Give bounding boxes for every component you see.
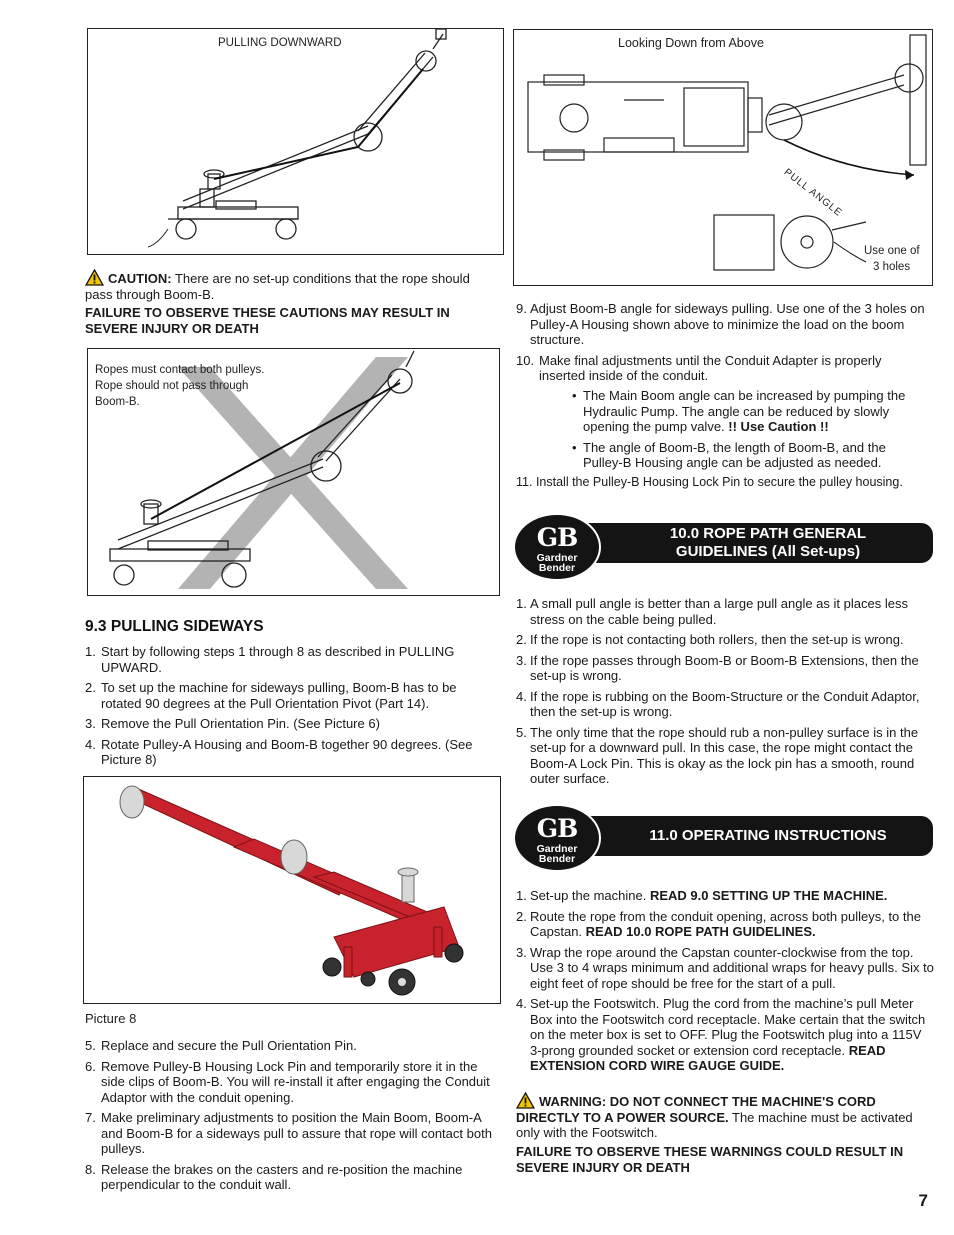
list-item: 1. Set-up the machine. READ 9.0 SETTING UP THE MACHINE. xyxy=(516,888,888,903)
pulling-downward-drawing xyxy=(88,29,504,255)
list-item: 9. Adjust Boom-B angle for sideways pulling. Use one of the 3 holes on Pulley-A Housing shown above to minimize the load on the boom structure. xyxy=(516,301,925,347)
list-item: 7. Make preliminary adjustments to position the Main Boom, Boom-A and Boom-B for a sideways pull to assure that rope will contact both pulleys. xyxy=(85,1110,492,1156)
figure-looking-down xyxy=(513,29,933,286)
caution-label: CAUTION: xyxy=(108,271,172,286)
warning-triangle-icon xyxy=(516,1092,535,1109)
list-item: 10. Make final adjustments until the Conduit Adapter is properly inserted inside of the conduit. xyxy=(516,352,882,383)
list-item: • The angle of Boom-B, the length of Boom-B, and the Pulley-B Housing angle can be adjusted as needed. xyxy=(572,440,922,471)
list-item: 3. Remove the Pull Orientation Pin. (See Picture 6) xyxy=(85,716,380,731)
list-item: 3. Wrap the rope around the Capstan counter-clockwise from the top. Use 3 to 4 wraps minimum and additional wraps for heavy pulls. Six to eight feet of rope should be free for the start of a pull. xyxy=(516,944,934,991)
list-item: 6. Remove Pulley-B Housing Lock Pin and temporarily store it in the side clips of Boom-B. You will re-install it after engaging the Conduit Adaptor with the conduit opening. xyxy=(85,1058,490,1105)
warning-bold: WARNING: DO NOT CONNECT THE MACHINE'S CORD DIRECTLY TO A POWER SOURCE. xyxy=(516,1094,876,1125)
list-item: 2. To set up the machine for sideways pulling, Boom-B has to be rotated 90 degrees at the Pull Orientation Pivot (Part 14). xyxy=(85,680,457,711)
step-11: 11. Install the Pulley-B Housing Lock Pin to secure the pulley housing. xyxy=(516,475,903,489)
section-banner-11 xyxy=(513,814,933,865)
holes-label-line-1: Use one of xyxy=(864,245,920,257)
section-heading-9-3: 9.3 PULLING SIDEWAYS xyxy=(85,618,264,635)
section-banner-10 xyxy=(513,523,933,574)
figure-label-line-1: Ropes must contact both pulleys. xyxy=(95,364,265,376)
logo-mark: GB xyxy=(536,814,578,843)
steps-5-8 xyxy=(85,1038,497,1198)
figure-label: Looking Down from Above xyxy=(618,36,764,50)
list-item: 4. Set-up the Footswitch. Plug the cord from the machine’s pull Meter Box into the Footswitch cord receptacle. Make certain that the switch on the meter box is set to OFF. Plug the Footswitch plug into a 115V 3-prong grounded socket or extension cord receptacle. READ EXTENSION CORD WIRE GAUGE GUIDE. xyxy=(516,996,926,1073)
figure-label-line-3: Boom-B. xyxy=(95,396,140,408)
warning-note xyxy=(516,1092,934,1141)
caution-failure: FAILURE TO OBSERVE THESE CAUTIONS MAY RESULT IN SEVERE INJURY OR DEATH xyxy=(85,305,450,336)
figure-pulling-downward xyxy=(87,28,504,255)
warning-text: The machine must be activated only with the Footswitch. xyxy=(516,1109,913,1140)
list-item: 1. Start by following steps 1 through 8 as described in PULLING UPWARD. xyxy=(85,644,455,675)
banner-title: 10.0 ROPE PATH GENERAL GUIDELINES (All Set-ups) xyxy=(533,523,933,563)
warning-failure: FAILURE TO OBSERVE THESE WARNINGS COULD RESULT IN SEVERE INJURY OR DEATH xyxy=(516,1144,904,1175)
gardner-bender-logo: GB Gardner Bender xyxy=(513,804,601,872)
steps-9-10 xyxy=(516,301,931,389)
caution-text: There are no set-up conditions that the rope should pass through Boom-B. xyxy=(85,271,470,302)
list-item: 8. Release the brakes on the casters and re-position the machine perpendicular to the conduit wall. xyxy=(85,1161,463,1192)
list-item: • The Main Boom angle can be increased by pumping the Hydraulic Pump. The angle can be reduced by slowly opening the pump valve. !! Use Caution !! xyxy=(572,388,922,435)
gardner-bender-logo: GB Gardner Bender xyxy=(513,513,601,581)
caution-note xyxy=(85,269,495,302)
list-item: 4. If the rope is rubbing on the Boom-Structure or the Conduit Adaptor, then the set-up is wrong. xyxy=(516,688,920,719)
list-item: 2. Route the rope from the conduit opening, across both pulleys, to the Capstan. READ 10.0 ROPE PATH GUIDELINES. xyxy=(516,908,921,939)
machine-photo xyxy=(84,777,501,1004)
section-11-steps xyxy=(516,888,936,1079)
figure-picture-8 xyxy=(83,776,501,1004)
figure-label: PULLING DOWNWARD xyxy=(218,37,342,49)
logo-mark: GB xyxy=(536,523,578,552)
list-item: 5. The only time that the rope should rub a non-pulley surface is in the set-up for a downward pull. In this case, the rope might contact the Boom-A Lock Pin. This is okay as the lock pin has a smooth, round outer surface. xyxy=(516,724,919,786)
warning-triangle-icon xyxy=(85,269,104,286)
steps-1-4 xyxy=(85,644,497,773)
list-item: 1. A small pull angle is better than a large pull angle as it places less stress on the cable being pulled. xyxy=(516,596,908,627)
figure-label-line-2: Rope should not pass through xyxy=(95,380,249,392)
page-number: 7 xyxy=(918,1191,928,1210)
list-item: 2. If the rope is not contacting both rollers, then the set-up is wrong. xyxy=(516,632,904,647)
holes-label-line-2: 3 holes xyxy=(873,261,911,273)
figure-wrong-setup xyxy=(87,348,500,596)
list-item: 3. If the rope passes through Boom-B or Boom-B Extensions, then the set-up is wrong. xyxy=(516,652,919,683)
bullet-list xyxy=(572,388,922,476)
pull-angle-label: PULL ANGLE xyxy=(781,166,845,220)
banner-title: 11.0 OPERATING INSTRUCTIONS xyxy=(533,816,933,856)
list-item: 5. Replace and secure the Pull Orientation Pin. xyxy=(85,1038,357,1053)
section-10-steps xyxy=(516,596,936,792)
list-item: 4. Rotate Pulley-A Housing and Boom-B together 90 degrees. (See Picture 8) xyxy=(85,736,473,767)
picture-8-caption: Picture 8 xyxy=(85,1011,137,1026)
